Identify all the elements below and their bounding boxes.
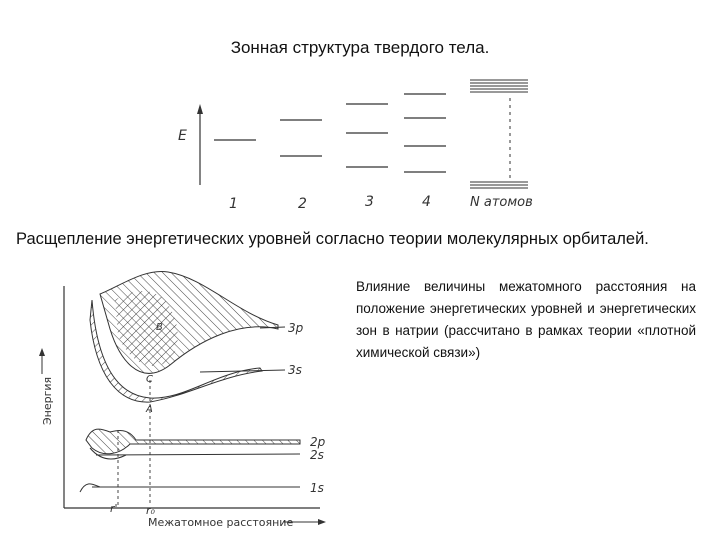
column-label-3: 3 <box>365 194 374 210</box>
splitting-diagram <box>178 80 533 212</box>
point-label-b: B <box>156 322 163 333</box>
label-2s: 2s <box>310 448 324 462</box>
x-mark-r0: r₀ <box>146 504 155 517</box>
column-label-1: 1 <box>229 196 238 212</box>
band-diagram <box>39 271 326 529</box>
column-label-4: 4 <box>422 194 431 210</box>
energy-axis-arrow <box>197 104 203 114</box>
label-3s: 3s <box>288 363 302 377</box>
x-arrow-head <box>318 519 326 525</box>
band-x-label: Межатомное расстояние <box>148 516 294 529</box>
label-3p: 3p <box>288 321 304 335</box>
label-1s: 1s <box>310 481 324 495</box>
column-label-2: 2 <box>298 196 307 212</box>
y-arrow-head <box>39 348 45 356</box>
label-2p: 2p <box>310 435 326 449</box>
x-mark-r-prime: r' <box>110 502 118 515</box>
energy-axis-label: E <box>178 128 187 144</box>
splitting-caption: Расщепление энергетических уровней согласно теории молекулярных орбиталей. <box>16 230 649 248</box>
level-2s-line <box>96 454 300 455</box>
level-band-n <box>470 80 528 188</box>
page-title: Зонная структура твердого тела. <box>230 38 490 57</box>
band-description: Влияние величины межатомного расстояния на положение энергетических уровней и энергетических зон в натрии (рассчитано в рамках теории «плотной химической связи») <box>356 279 696 360</box>
band-y-label: Энергия <box>41 376 54 425</box>
column-label-n: N атомов <box>470 195 533 210</box>
band-1s-curve <box>80 484 100 492</box>
point-label-c: C <box>146 374 153 385</box>
point-label-a: A <box>146 404 153 415</box>
